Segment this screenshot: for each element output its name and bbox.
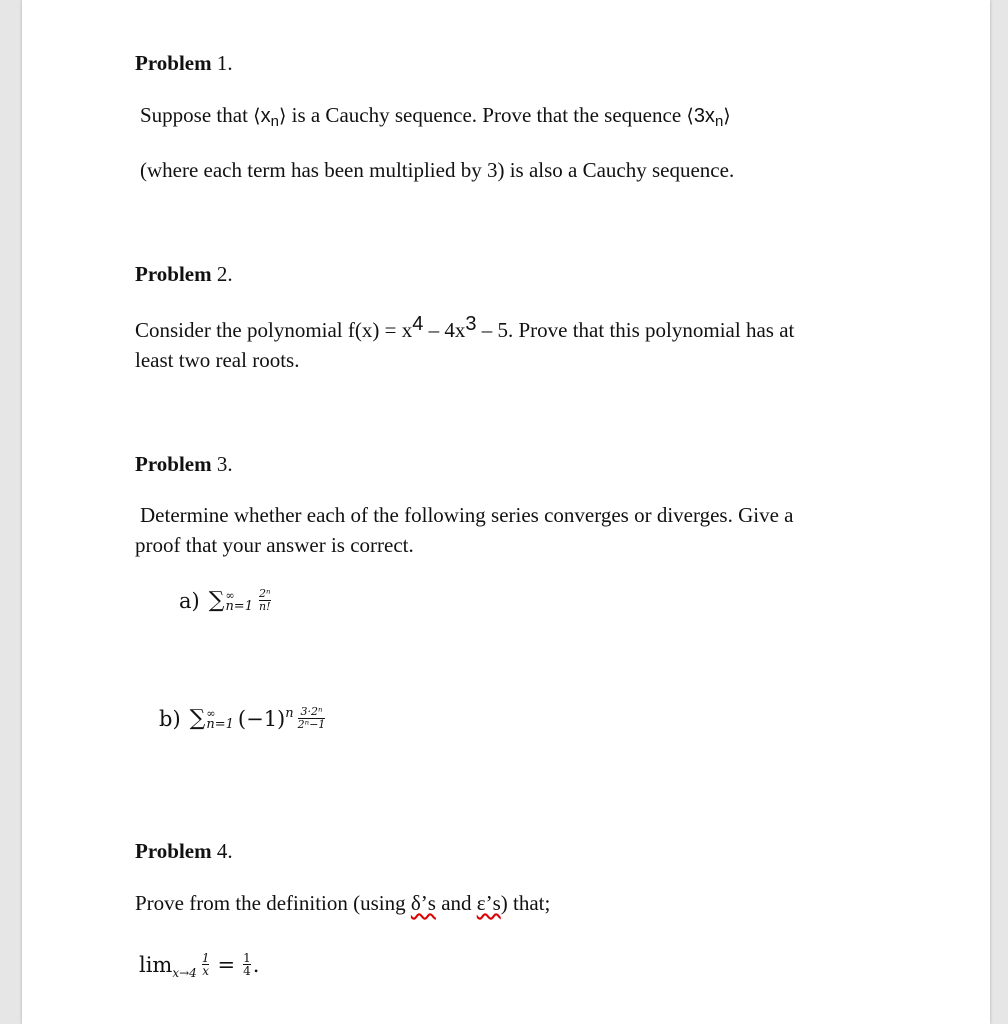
lim-operator: lim xyxy=(139,952,173,977)
sequence-3xn-base: 3x xyxy=(693,105,715,127)
problem-3-heading xyxy=(135,452,233,477)
problem-4-heading-label: Problem xyxy=(135,839,212,863)
sigma-b: ∑ xyxy=(189,706,206,731)
problem-4-text-a: Prove from the definition (using xyxy=(135,891,411,915)
problem-4-heading-number: 4. xyxy=(216,839,233,863)
problem-1-heading-number: 1. xyxy=(216,51,233,75)
problem-1-text-a: Suppose that xyxy=(140,103,254,127)
series-a-label: a) xyxy=(179,588,200,613)
series-b-label: b) xyxy=(159,706,181,731)
problem-2-line-2: least two real roots. xyxy=(135,348,300,372)
problem-2-line-1 xyxy=(135,315,794,345)
problem-4-text-c: ) that; xyxy=(500,891,551,915)
exponent-3: 3 xyxy=(465,313,477,335)
sequence-xn xyxy=(260,105,279,130)
series-a xyxy=(179,588,273,613)
problem-3-line-1: Determine whether each of the following series converges or diverges. Give a xyxy=(140,503,794,527)
problem-1-line-1 xyxy=(140,100,731,137)
rhs-denominator: 4 xyxy=(243,964,251,978)
problem-2-heading-number: 2. xyxy=(216,262,233,286)
series-a-upper: ∞ xyxy=(225,588,235,602)
document-page xyxy=(22,0,990,1024)
series-b-factor: (−1) xyxy=(237,706,286,731)
problem-2-text-a: Consider the polynomial f(x) = x xyxy=(135,318,413,342)
problem-1-text-b: is a Cauchy sequence. Prove that the sequence xyxy=(286,103,687,127)
series-b xyxy=(159,706,327,731)
equals-sign: = xyxy=(217,952,236,977)
rhs-numerator: 1 xyxy=(243,951,251,965)
lhs-numerator: 1 xyxy=(201,951,210,965)
sequence-xn-base: x xyxy=(260,105,271,127)
series-a-numerator: 2ⁿ xyxy=(259,587,271,600)
problem-2-heading xyxy=(135,262,233,287)
problem-4-text-b: and xyxy=(435,891,477,915)
sigma-a: ∑ xyxy=(208,588,225,613)
lhs-denominator: x xyxy=(202,964,210,978)
problem-1-heading xyxy=(135,51,233,76)
series-a-limits xyxy=(225,590,253,612)
series-b-upper: ∞ xyxy=(206,706,216,720)
series-a-lower: n=1 xyxy=(225,598,253,614)
delta-word-spellcheck[interactable]: δ’s xyxy=(410,891,436,915)
series-b-denominator: 2ⁿ−1 xyxy=(297,718,326,731)
series-a-denominator: n! xyxy=(258,600,271,613)
series-b-limits xyxy=(206,708,234,730)
problem-3-heading-label: Problem xyxy=(135,452,212,476)
series-b-fraction xyxy=(298,706,326,731)
sequence-3xn-subscript: n xyxy=(714,113,724,130)
problem-1-heading-label: Problem xyxy=(135,51,212,75)
epsilon-word-spellcheck[interactable]: ε’s xyxy=(476,891,501,915)
angle-close: ⟩ xyxy=(278,105,287,127)
angle-close-2: ⟩ xyxy=(723,105,731,127)
angle-open-2: ⟨ xyxy=(686,105,694,127)
problem-2-text-c: – 5. Prove that this polynomial has at xyxy=(476,318,795,342)
series-b-numerator: 3·2ⁿ xyxy=(300,705,323,718)
series-b-lower: n=1 xyxy=(206,716,234,732)
lim-subscript: x→4 xyxy=(172,966,197,980)
series-a-fraction xyxy=(259,588,271,613)
problem-3-heading-number: 3. xyxy=(216,452,233,476)
problem-4-line-1 xyxy=(135,888,550,918)
exponent-4: 4 xyxy=(412,313,424,335)
sequence-xn-subscript: n xyxy=(270,113,279,130)
problem-3-line-2: proof that your answer is correct. xyxy=(135,533,414,557)
limit-expression xyxy=(139,951,260,980)
problem-4-heading xyxy=(135,839,233,864)
angle-open: ⟨ xyxy=(253,105,261,127)
problem-2-heading-label: Problem xyxy=(135,262,212,286)
period: . xyxy=(252,952,260,977)
sequence-3xn xyxy=(693,105,724,130)
problem-2-text-b: – 4x xyxy=(423,318,466,342)
rhs-fraction xyxy=(243,952,251,977)
lhs-fraction xyxy=(202,952,210,977)
problem-1-line-2: (where each term has been multiplied by 3) is also a Cauchy sequence. xyxy=(140,158,735,182)
series-b-factor-exponent: n xyxy=(285,706,294,721)
